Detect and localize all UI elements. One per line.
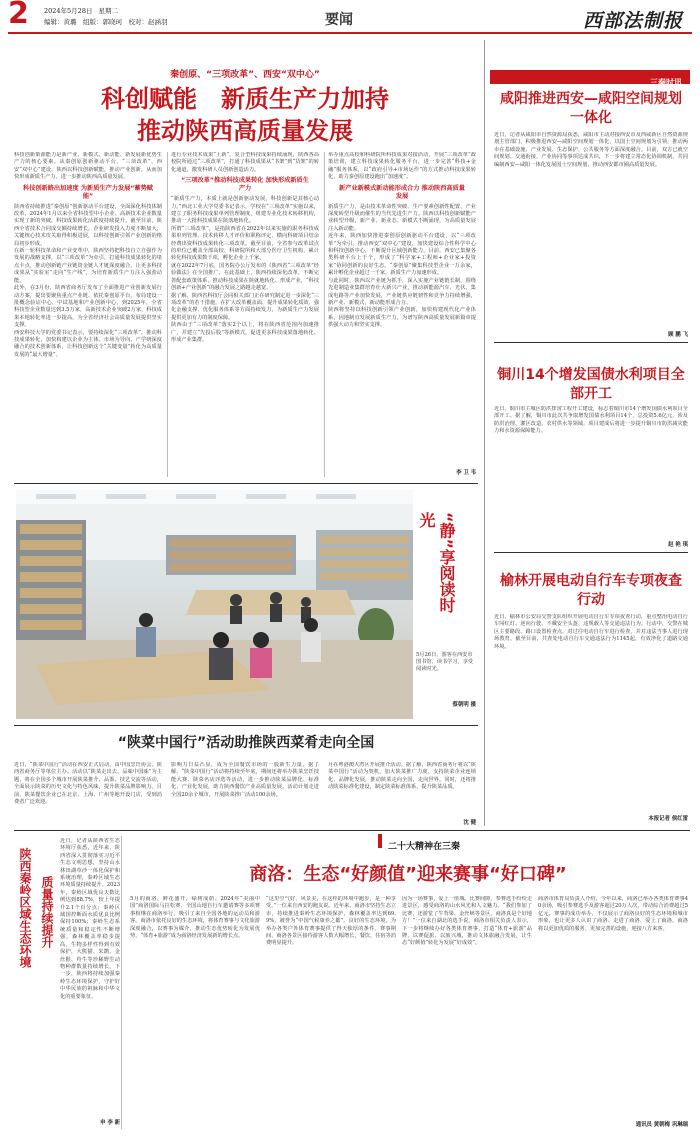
lead-col2-paragraph: 陕西由于“三项改革”落实2个以上，将在陕西省范围内加速推广，并建立“先投后股”等新模式，促进更多科技成果落地转化、形成产业集群。 <box>171 322 319 343</box>
lead-title-line1: 科创赋能 新质生产力加持 <box>101 85 389 113</box>
lead-col1-paragraph: 在新一轮科技革命和产业变革中，陕西坚持把科技自立自强作为发展的战略支撑，以“三项改革”为牵引，打通科技成果转化的堵点卡点，推动创新链产业链资金链人才链深度融合，让更多科技成果从“实验室”走向“生产线”，为培育新质生产力注入强劲动能。 <box>14 248 162 284</box>
section-title: 要闻 <box>325 12 353 28</box>
lead-col2-paragraph: 所谓“三项改革”，是指陕西省在2022年以来实施的职务科技成果单列管理、技术转移人才评价和职称评定、横向科研项目结余经费出资科技成果转化三项改革。截至目前，全省参与改革试点的单位已覆盖全部高校、科研院所和大部分医疗卫生机构，累计转化科技成果数千项，孵化企业上千家。 <box>171 225 319 262</box>
reading-tag: “静”享阅读时光 <box>417 512 456 614</box>
campaign-top-rule <box>14 725 478 726</box>
lead-col3-paragraph: 陕西将坚持以科技创新引领产业创新，加快构建现代化产业体系，因地制宜发展新质生产力，为谱写陕西高质量发展新篇章提供强大动力和坚实支撑。 <box>328 307 476 329</box>
news3-title: 榆林开展电动自行车专项夜查行动 <box>500 573 682 608</box>
shangluo-column-1: 5月的商洛，鲜花盛开，绿树成荫。2024年“美丽中国”商洛国际马拉松赛、全国山地自行车邀请赛等多项赛事相继在商洛举行，吸引了来自全国各地的运动员和游客。商洛市依托良好的生态环境，将体育赛事与文化旅游深度融合，以赛事为媒介，推动生态优势转化为发展优势，“体育+旅游”成为商洛经济发展新的增长点。 <box>130 896 260 940</box>
masthead-logo: 西部法制报 <box>583 10 684 32</box>
lead-col1-paragraph: 陕西省持续推进“秦创原”创新驱动平台建设，全面深化科技体制改革，2024年1月以来全省科技型中小企业、高新技术企业数量实现了新的突破，科技成果转化活跃度持续提升。截至目前，陕西全省技术合同成交额持续增长，企业研发投入力度不断加大，关键核心技术攻关取得积极进展，以科技创新引领产业创新的格局初步形成。 <box>14 203 162 247</box>
issue-date <box>44 6 118 15</box>
lead-col1-intro: 科技创新策源能力是新产业、新模式、新动能、新发展新优势生产力的核心要素。从秦创原创新驱动平台、“三项改革”、西安“双中心”建设，陕西以科技创新赋能，推动产业创新，从而加快形成新质生产力，进一步推动陕西高质量发展。 <box>14 152 162 181</box>
campaign-title: “陕菜中国行”活动助推陕西菜肴走向全国 <box>117 735 375 751</box>
shangluo-top-rule <box>14 830 690 831</box>
ecology-title-left: 陕西秦岭区域生态环境 <box>18 848 32 968</box>
shangluo-label <box>378 834 466 852</box>
reading-credit: 蔡朝明 摄 <box>452 702 476 708</box>
lead-kicker: 秦创原、“三项改革”、西安“双中心” <box>170 70 320 80</box>
lead-col3-paragraph: 与此同时，陕西以产业链为抓手，深入实施产业链链长制，围绕先进制造业集群培育壮大新兴产业，推动新能源汽车、光伏、集成电路等产业加快发展，产业链供应链韧性和竞争力持续增强，新产业、新模式、新动能形成合力。 <box>328 277 476 306</box>
lead-col3-paragraph: 近年来，陕西加快推进秦创原创新驱动平台建设，以“三项改革”为牵引，推动西安“双中心”建设，加快建设综合性科学中心和科技创新中心，不断提升区域创新能力。目前，西安已集聚各类科研平台上千个，形成了“科学家+工程师+企业家+投资家”协同创新的良好生态。“秦创原”聚集科技型企业一万余家，累计孵化企业超过一千家，新质生产力加速形成。 <box>328 233 476 277</box>
weekday-text: 星期二 <box>98 7 119 15</box>
lead-column-2 <box>171 152 319 477</box>
campaign-byline: 沈 健 <box>463 820 476 826</box>
lead-col2-paragraph: 就在2022年7月底，国务院办公厅发布的《陕西省“三项改革”经验做法》在全国推广。在此基础上，陕西持续深化改革，不断完善配套政策体系，推动科技成果在陕就地转化、形成产业，“科技创新+产业创新”的融合发展之路越走越宽。 <box>171 262 319 292</box>
column-divider <box>167 152 168 477</box>
campaign-column-1: 近日，“陕菜中国行”活动在西安正式启动，由中国烹饪协会、陕西省商务厅等单位主办。活动以“陕菜走出去，品味中国味”为主题，将在全国多个城市开展陕菜推介、品鉴、技艺交流等活动，全面展示陕菜的历史文化与特色风味，提升陕菜品牌影响力。目前，陕菜餐饮企业已在北京、上海、广州等地开设门店，受到消费者广泛欢迎。 <box>14 762 162 806</box>
lead-column-3 <box>328 152 476 467</box>
news1-body: 近日，记者从咸阳市自然资源局获悉，咸阳市主动对接西安市及西咸新区自然资源规划主管部门，积极推进西安—咸阳空间规划一体化，以国土空间规划为引领，推动两市在基础设施、产业发展、生态保护、公共服务等方面深度融合。目前，双方已就空间规划、交通衔接、产业协同等事项达成共识，下一步将建立常态化协调机制，共同编制西安—咸阳一体化发展国土空间规划，推动西安都市圈高质量发展。 <box>494 132 688 168</box>
lead-col3-subhead: 新产业新模式新动能形成合力 推动陕西高质量发展 <box>339 184 465 200</box>
news1-title: 咸阳推进西安—咸阳空间规划一体化 <box>500 91 682 126</box>
campaign-column-2: 影响力日益凸显，成为全国餐饮市场的一股新生力量。据了解，“陕菜中国行”活动将持续至年底，期间还将举办陕菜烹饪技能大赛、陕菜名店评选等活动，进一步推动陕菜品牌化、标准化、产业化发展，助力陕西餐饮产业高质量发展。活动计划走进全国20余个城市，开展陕菜推广活动100余场。 <box>171 762 319 798</box>
lead-byline: 李 卫 韦 <box>456 470 476 476</box>
lead-col1-subhead: 科技创新路出加速度 为新质生产力发展“蓄势赋能” <box>23 184 153 200</box>
library-scene-illustration <box>16 490 413 719</box>
news3-byline: 本报记者 侯红雷 <box>648 816 688 822</box>
column-divider <box>324 152 325 477</box>
sidebar-label-text: 三秦时讯 <box>650 78 682 87</box>
lead-title-line2: 推动陕西高质量发展 <box>137 117 353 145</box>
lead-col2-subhead: “三项改革”推动科技成果转化 加快形成新质生产力 <box>181 177 309 193</box>
ecology-body: 近日，记者从陕西省生态环境厅获悉，近年来，陕西省深入贯彻落实习近平生态文明思想，坚持山水林田湖草沙一体化保护和系统治理，秦岭区域生态环境质量持续提升。2023年，秦岭区域优良天数比例达到88.7%，较上年提升2.1个百分点；秦岭区域国控断面水质优良比例保持100%；秦岭生态系统质量和稳定性不断增强，森林覆盖率稳步提高，生物多样性得到有效保护，大熊猫、朱鹮、金丝猴、羚牛等珍稀野生动物种群数量持续增长。下一步，陕西将持续加强秦岭生态环境保护，守护好中华民族的祖脉和中华文化的重要象征。 <box>60 838 120 1000</box>
shangluo-byline: 通讯员 黄朝梅 巩琳瑞 <box>635 1122 688 1128</box>
date-text: 2024年5月28日 <box>44 7 93 15</box>
shangluo-title: 商洛：生态“好颜值”迎来赛事“好口碑” <box>249 864 567 885</box>
sidebar-rule <box>494 552 688 553</box>
header-rule <box>8 32 692 34</box>
shangluo-label-text: 二十大精神在三秦 <box>388 842 461 852</box>
lead-col2-paragraph: “新质生产力，本质上就是创新驱动发展，科技创新是其核心动力。”西北工业大学党委书记表示，学校在“三项改革”实施以来，建立了职务科技成果单列管理制度，组建专业化技术转移机构，推动一大批科技成果在陕落地转化。 <box>171 196 319 225</box>
lead-col2-paragraph: 据了解，陕西省科技厅会同相关部门正在研究制定进一步深化“三项改革”的若干措施，在扩大改革覆盖面、提升成果转化质效、强化金融支撑、优化服务体系等方面持续发力，为新质生产力发展提供更加有力的制度保障。 <box>171 292 319 321</box>
reading-caption: 5月26日，游客在西安市图书馆、读书学习，享受阅读时光。 <box>416 652 474 673</box>
campaign-column-3: 月在粤港澳大湾区开展推介活动。据了解，陕西省商务厅将以“陕菜中国行”活动为契机，加大陕菜推广力度，支持陕菜企业连锁化、品牌化发展，推动陕菜走向全国，走向世界。同时，还将推动陕菜标准化建设，制定陕菜标准体系，提升陕菜品质。 <box>328 762 476 791</box>
news3-body: 近日，榆林市公安局交警支队组织开展电动自行车专项夜查行动，重点整治电动自行车闯红灯、逆向行驶、不戴安全头盔、违规载人等交通违法行为。行动中，交警在城区主要路段、路口设置检查点，对过往电动自行车进行检查，并对违法当事人进行现场教育。截至目前，共查处电动自行车交通违法行为1145起，有效净化了道路交通环境。 <box>494 614 688 650</box>
lead-col1-paragraph: 此外，在3月份，陕西省商务厅发布了全面推进产业创新发展行动方案，提出要聚焦重点产业链、依托秦创原平台，布局建设一批概念验证中心、中试基地和产业创新中心，到2025年，全省科技型企业数量达到3.5万家，高新技术企业突破2万家，科技成果本地转化率进一步提高，为全省经济社会高质量发展提供坚实支撑。 <box>14 285 162 329</box>
page-number: 2 <box>8 0 29 31</box>
library-photo <box>16 490 413 719</box>
shangluo-column-4: 商洛市体育局负责人介绍，今年以来，商洛已举办各类体育赛事40余场，吸引参赛选手及游客超过20万人次，带动综合消费超过5亿元。赛事的成功举办，不仅展示了商洛良好的生态环境和城市形象，也让更多人认识了商洛、走进了商洛、爱上了商洛。商洛将以更加优质的服务、更加完善的设施，迎接八方来客。 <box>538 896 688 932</box>
ecology-story-box <box>14 836 122 1129</box>
lead-col2-paragraph: 进行专业技术成果“上新”。复合型科技成果持续涌现，陕西各高校院所通过“三项改革”，打通了科技成果从“书架”到“货架”的转化通道，激发科研人员创新创造活力。 <box>171 152 319 173</box>
sidebar-rule <box>494 342 688 343</box>
editor-line: 编辑：黄璐 组版：郭晓珂 校对：赵涵羽 <box>44 18 168 26</box>
reading-tag-box <box>416 512 476 622</box>
sidebar-divider <box>484 40 485 826</box>
photo-top-rule <box>14 483 478 484</box>
news2-byline: 赵 艳 琪 <box>668 542 688 548</box>
news1-byline: 顾 鹏 飞 <box>668 332 688 338</box>
sidebar-label <box>490 70 690 87</box>
lead-col1-paragraph: 西安科技大学的党委书记表示，要持续深化“三项改革”，推动科技成果转化，加快构建以企业为主体、市场为导向、产学研深度融合的技术创新体系，让科技创新这个“关键变量”转化为高质量发展的“最大增量”。 <box>14 329 162 358</box>
shangluo-column-2: “这里空气好、风景美，在这样的环境中跑步，是一种享受。”一位来自西安的跑友说。近年来，商洛市坚持生态立市，持续推进秦岭生态环境保护，森林覆盖率达到69.9%，被誉为“中国气候康养之都”。良好的生态环境，为举办各类户外体育赛事提供了得天独厚的条件。赛事期间，商洛各景区接待游客人数大幅增长，餐饮、住宿等消费明显提升。 <box>266 896 396 947</box>
lead-col3-paragraph: 举办重点高校和科研院所科技成果对接活动，开展“三项改革”政策培训，建立科技成果转化服务平台，进一步完善“科技+金融”服务体系，以“政府引导+市场运作”的方式推动科技成果转化，助力秦创原建设跑出“加速度”。 <box>328 152 476 181</box>
news2-title: 铜川14个增发国债水利项目全部开工 <box>497 367 685 402</box>
shangluo-column-3: 因为一场赛事，爱上一座城。比赛间隙，参赛选手纷纷走进景区，感受商洛的山水风光和人文魅力。“我们参加了比赛，还游览了牛背梁、金丝峡等景区，商洛真是个好地方！”一位来自湖北的选手说。商洛市相关负责人表示，下一步将继续办好各类体育赛事，打造“体育+旅游”品牌，以赛促旅、以旅兴城，推动文体旅融合发展，让生态“好颜值”转化为发展“好成效”。 <box>402 896 532 947</box>
ecology-title-right: 质量持续提升 <box>40 876 54 948</box>
ecology-byline: 申 李 新 <box>100 1120 120 1126</box>
lead-col3-paragraph: 新质生产力，是由技术革命性突破、生产要素创新性配置、产业深度转型升级而催生的当代先进生产力。陕西以科技创新赋能产业转型升级，新产业、新业态、新模式不断涌现，为高质量发展注入新动能。 <box>328 203 476 232</box>
news2-body: 近日，铜川市主城区防洪排涝工程开工建设，标志着铜川市14个增发国债水利项目全部开工。据了解，铜川市此次共争取增发国债水利项目14个，总投资5.6亿元，涉及防洪治理、灌区改造、农村供水等领域，项目建成后将进一步提升铜川市防洪减灾能力和水资源保障能力。 <box>494 406 688 435</box>
lead-column-1 <box>14 152 162 477</box>
